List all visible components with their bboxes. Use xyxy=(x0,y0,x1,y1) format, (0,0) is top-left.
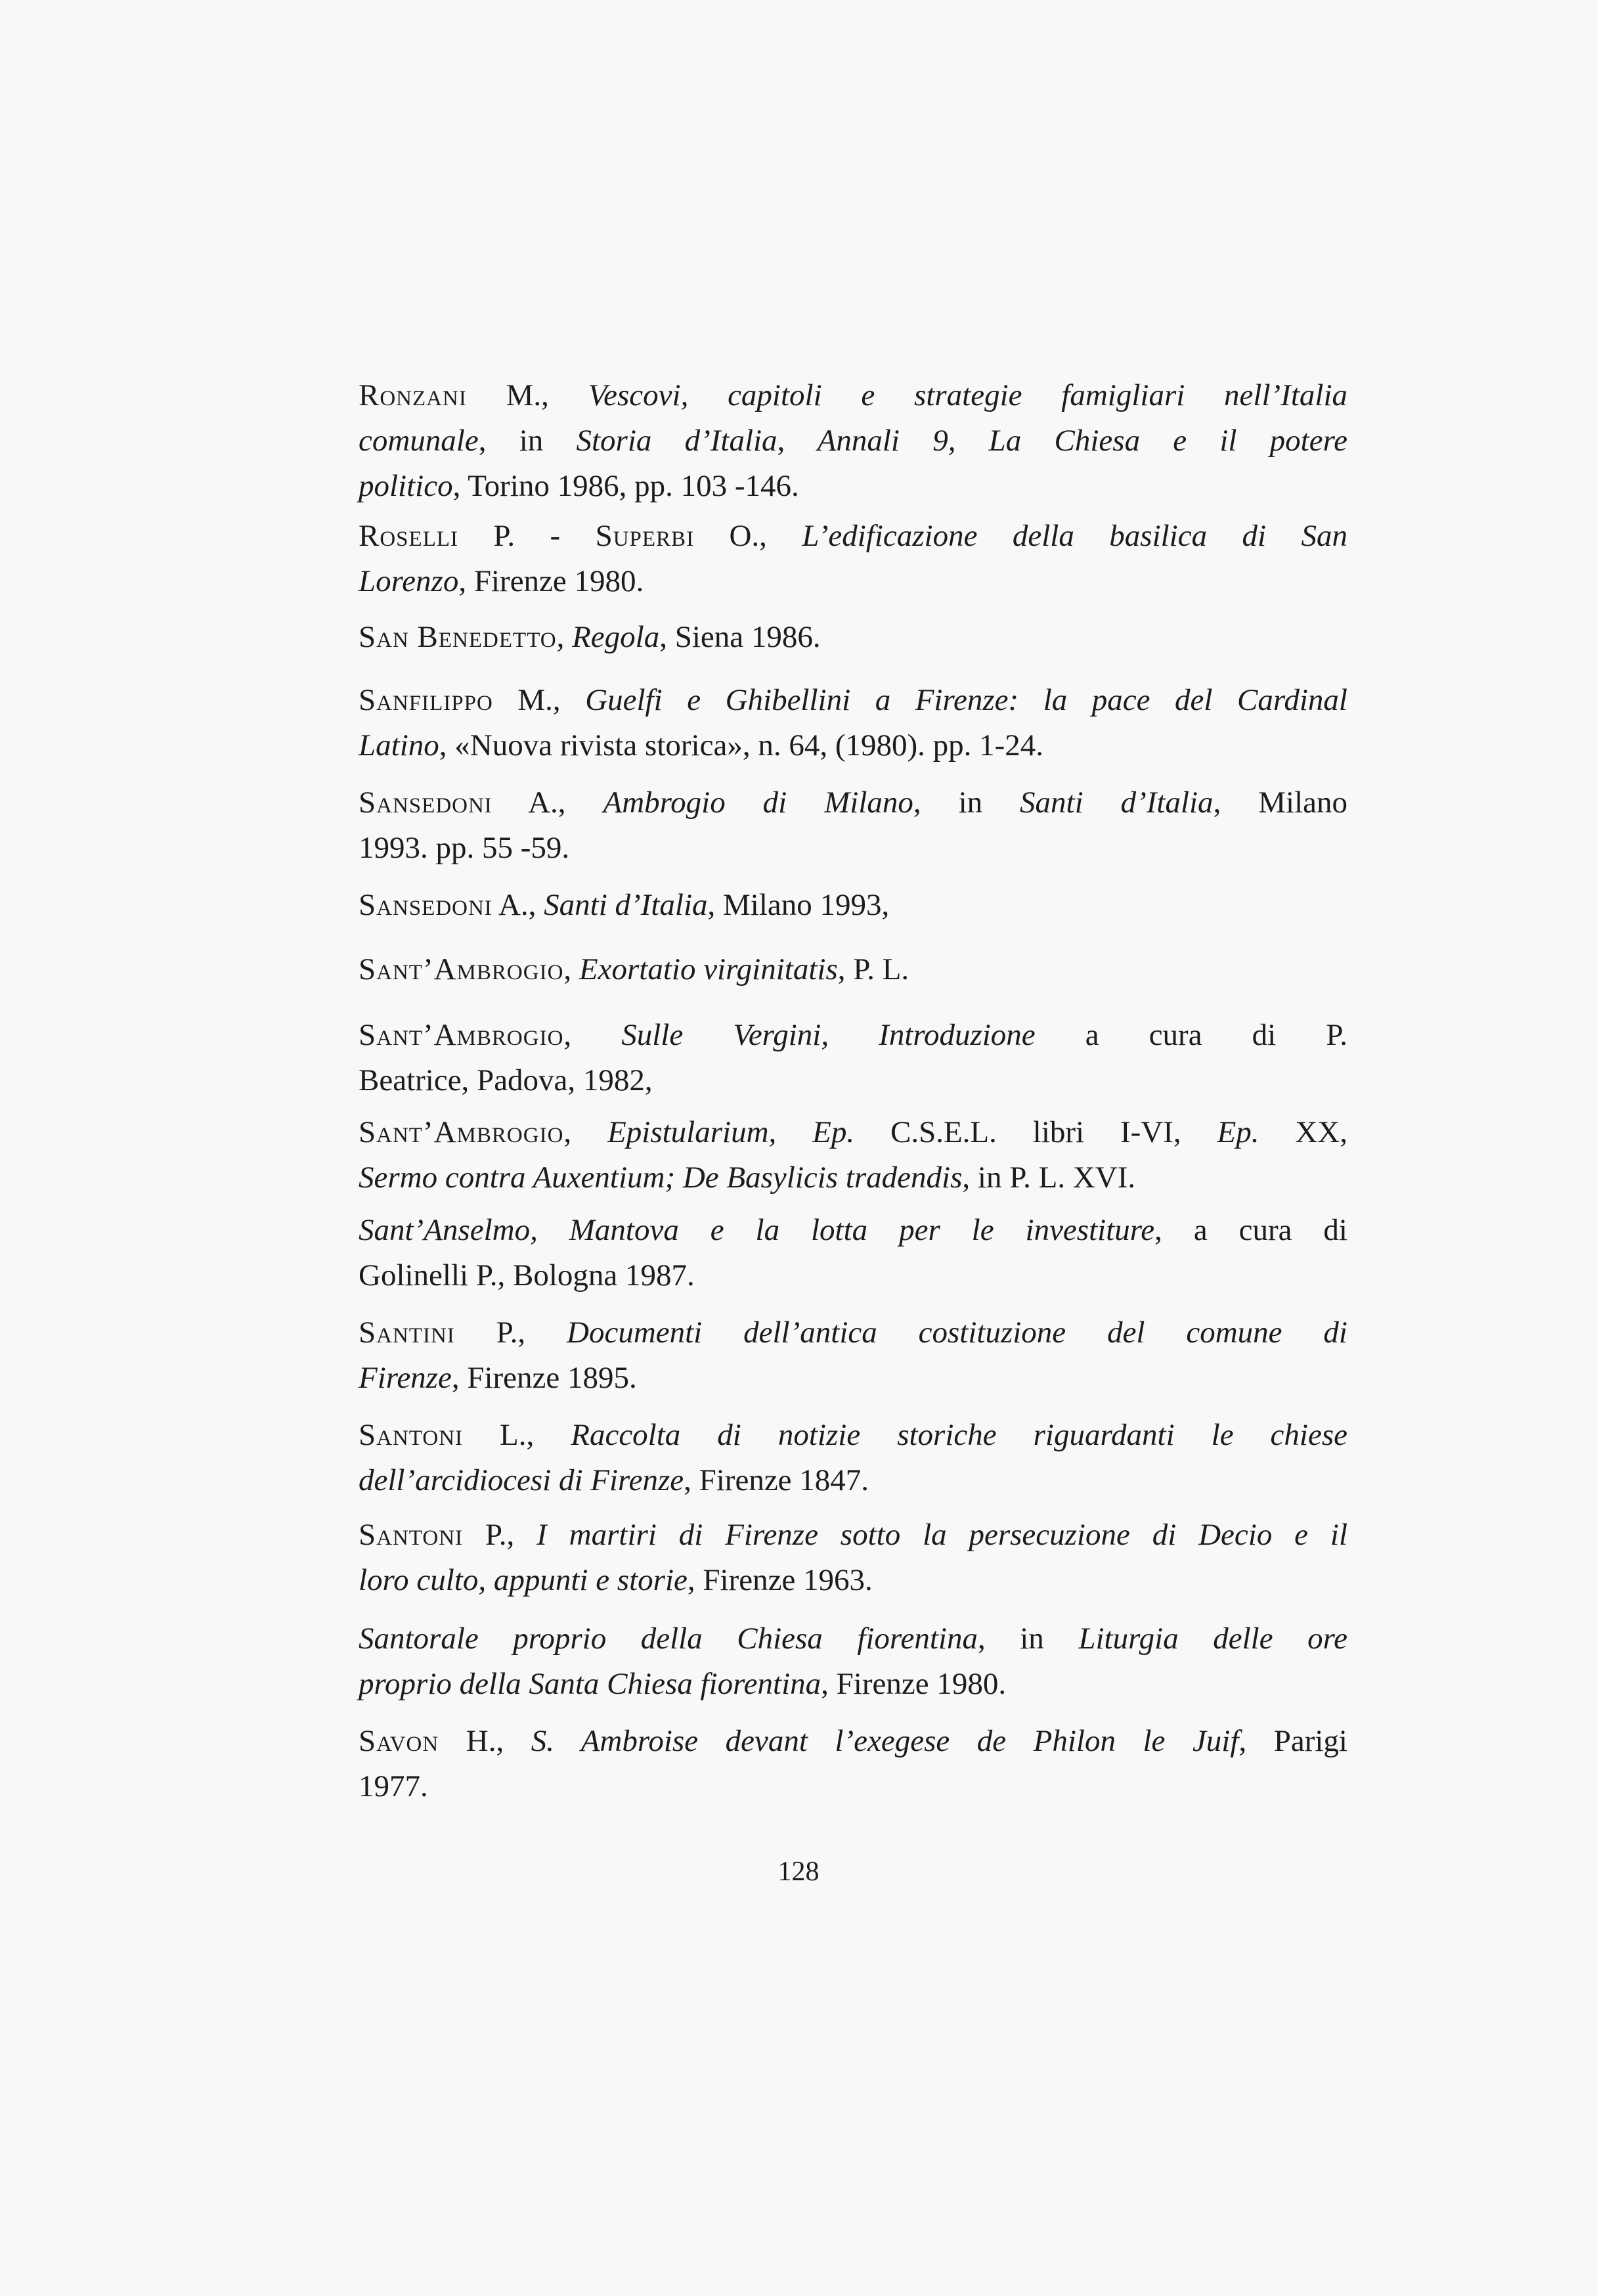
entry-title: Ep. xyxy=(1217,1115,1259,1149)
entry-text: , Firenze 1963. xyxy=(687,1563,873,1597)
entry-title: Epistularium, Ep. xyxy=(607,1115,855,1149)
entry-text: XX, xyxy=(1259,1115,1347,1149)
entry-line xyxy=(359,780,1347,826)
entry-line xyxy=(359,883,1347,928)
entry-text: A., xyxy=(492,888,544,922)
entry-text: , a cura di xyxy=(1154,1213,1347,1247)
entry-text: C.S.E.L. libri I-VI, xyxy=(854,1115,1217,1149)
entry-title: S. Ambroise devant l’exegese de Philon le Juif xyxy=(531,1724,1239,1758)
entry-text: , «Nuova rivista storica», n. 64, (1980). pp. 1-24. xyxy=(439,728,1044,762)
entry-line xyxy=(359,947,1347,992)
bibliography-entry xyxy=(359,1413,1347,1503)
bibliography-entry xyxy=(359,883,1347,928)
entry-text: , in xyxy=(913,785,1020,820)
entry-author: Santoni xyxy=(359,1518,464,1552)
entry-line xyxy=(359,1310,1347,1356)
entry-text: , xyxy=(556,620,573,654)
entry-title: Vescovi, capitoli e strategie famigliari nell’Italia xyxy=(588,378,1348,412)
entry-text: , xyxy=(563,1115,608,1149)
entry-author: San Benedetto xyxy=(359,620,557,654)
bibliography-entry xyxy=(359,373,1347,509)
bibliography-entry xyxy=(359,1208,1347,1298)
bibliography-entry xyxy=(359,514,1347,604)
entry-title: Sermo contra Auxentium; De Basylicis tradendis xyxy=(359,1160,963,1195)
entry-text: , Milano 1993, xyxy=(707,888,890,922)
entry-text: , Parigi xyxy=(1238,1724,1347,1758)
entry-line xyxy=(359,1764,1347,1809)
entry-line xyxy=(359,1356,1347,1401)
entry-line xyxy=(359,1253,1347,1298)
entry-text: a cura di P. xyxy=(1035,1018,1347,1052)
entry-author: Savon xyxy=(359,1724,439,1758)
entry-line xyxy=(359,1616,1347,1662)
entry-text: , Firenze 1980. xyxy=(821,1667,1007,1701)
entry-title: Documenti dell’antica costituzione del comune di xyxy=(567,1315,1347,1350)
entry-author: Sanfilippo xyxy=(359,683,493,717)
entry-title: Ambrogio di Milano xyxy=(603,785,913,820)
entry-title: Santi d’Italia xyxy=(544,888,708,922)
entry-line xyxy=(359,559,1347,604)
entry-title: I martiri di Firenze sotto la persecuzione di Decio e il xyxy=(536,1518,1348,1552)
entry-title: Firenze xyxy=(359,1361,452,1395)
bibliography-entry xyxy=(359,947,1347,992)
entry-title: Exortatio virginitatis xyxy=(579,952,838,986)
entry-author: Ronzani xyxy=(359,378,467,412)
entry-text: , Firenze 1980. xyxy=(458,564,644,598)
entry-text: , P. L. xyxy=(837,952,909,986)
entry-text: , Firenze 1847. xyxy=(684,1463,869,1497)
entry-author: Santini xyxy=(359,1315,455,1350)
entry-text: Beatrice, Padova, 1982, xyxy=(359,1063,653,1097)
entry-author: Santoni xyxy=(359,1418,464,1452)
entry-text: P., xyxy=(463,1518,537,1552)
entry-text: , xyxy=(563,1018,622,1052)
entry-text: M., xyxy=(492,683,586,717)
entry-text: L., xyxy=(463,1418,571,1452)
entry-title: loro culto, appunti e storie xyxy=(359,1563,688,1597)
entry-line xyxy=(359,1110,1347,1155)
entry-title: Lorenzo xyxy=(359,564,459,598)
entry-author: Superbi xyxy=(595,519,695,553)
entry-title: Sant’Anselmo, Mantova e la lotta per le investiture xyxy=(359,1213,1155,1247)
bibliography-entry xyxy=(359,1310,1347,1401)
entry-line xyxy=(359,723,1347,768)
entry-title: proprio della Santa Chiesa fiorentina xyxy=(359,1667,821,1701)
entry-text: P., xyxy=(454,1315,567,1350)
entry-title: politico xyxy=(359,469,453,503)
entry-line xyxy=(359,1558,1347,1603)
entry-title: Raccolta di notizie storiche riguardanti le chiese xyxy=(571,1418,1347,1452)
entry-title: Guelfi e Ghibellini a Firenze: la pace del Cardinal xyxy=(585,683,1347,717)
entry-text: A., xyxy=(492,785,603,820)
bibliography-entry xyxy=(359,678,1347,768)
entry-text: P. - xyxy=(458,519,596,553)
entry-line xyxy=(359,615,1347,660)
entry-text: , Siena 1986. xyxy=(659,620,821,654)
entry-line xyxy=(359,514,1347,559)
entry-text: , in xyxy=(977,1622,1079,1656)
entry-text: Golinelli P., Bologna 1987. xyxy=(359,1258,695,1292)
entry-line xyxy=(359,1155,1347,1201)
bibliography-entry xyxy=(359,1110,1347,1201)
entry-title: dell’arcidiocesi di Firenze xyxy=(359,1463,684,1497)
entry-title: Storia d’Italia, Annali 9, La Chiesa e il potere xyxy=(576,424,1347,458)
entry-text: , xyxy=(563,952,579,986)
bibliography-entry xyxy=(359,1013,1347,1103)
page-number: 128 xyxy=(777,1857,820,1887)
bibliography-entry xyxy=(359,780,1347,871)
entry-title: Santi d’Italia xyxy=(1020,785,1214,820)
entry-text: , Firenze 1895. xyxy=(451,1361,637,1395)
entry-title: Liturgia delle ore xyxy=(1078,1622,1348,1656)
entry-author: Roselli xyxy=(359,519,458,553)
bibliography-entry xyxy=(359,1512,1347,1603)
entry-title: Latino xyxy=(359,728,439,762)
bibliography-entry xyxy=(359,1616,1347,1707)
entry-line xyxy=(359,418,1347,464)
entry-author: Sant’Ambrogio xyxy=(359,1115,564,1149)
entry-line xyxy=(359,678,1347,723)
entry-text: 1993. pp. 55 -59. xyxy=(359,831,570,865)
entry-text: 1977. xyxy=(359,1769,428,1803)
entry-text: , in xyxy=(478,424,577,458)
entry-line xyxy=(359,1662,1347,1707)
entry-text: , in P. L. XVI. xyxy=(962,1160,1136,1195)
entry-title: comunale xyxy=(359,424,479,458)
entry-author: Sant’Ambrogio xyxy=(359,952,564,986)
entry-line xyxy=(359,1413,1347,1458)
entry-text: , Milano xyxy=(1213,785,1347,820)
entry-line xyxy=(359,826,1347,871)
entry-line xyxy=(359,1458,1347,1503)
entry-line xyxy=(359,1512,1347,1558)
entry-text: M., xyxy=(466,378,588,412)
entry-title: Santorale proprio della Chiesa fiorentina xyxy=(359,1622,978,1656)
entry-line xyxy=(359,1719,1347,1764)
entry-line xyxy=(359,1013,1347,1058)
entry-author: Sant’Ambrogio xyxy=(359,1018,564,1052)
entry-line xyxy=(359,464,1347,509)
entry-line xyxy=(359,373,1347,418)
entry-title: Sulle Vergini, Introduzione xyxy=(621,1018,1036,1052)
entry-text: H., xyxy=(439,1724,531,1758)
entry-text: , Torino 1986, pp. 103 -146. xyxy=(452,469,799,503)
entry-title: Regola xyxy=(572,620,660,654)
bibliography-entry xyxy=(359,615,1347,660)
entry-line xyxy=(359,1058,1347,1103)
entry-title: L’edificazione della basilica di San xyxy=(802,519,1347,553)
bibliography-entry xyxy=(359,1719,1347,1809)
entry-author: Sansedoni xyxy=(359,785,492,820)
entry-line xyxy=(359,1208,1347,1253)
entry-author: Sansedoni xyxy=(359,888,492,922)
entry-text: O., xyxy=(694,519,802,553)
